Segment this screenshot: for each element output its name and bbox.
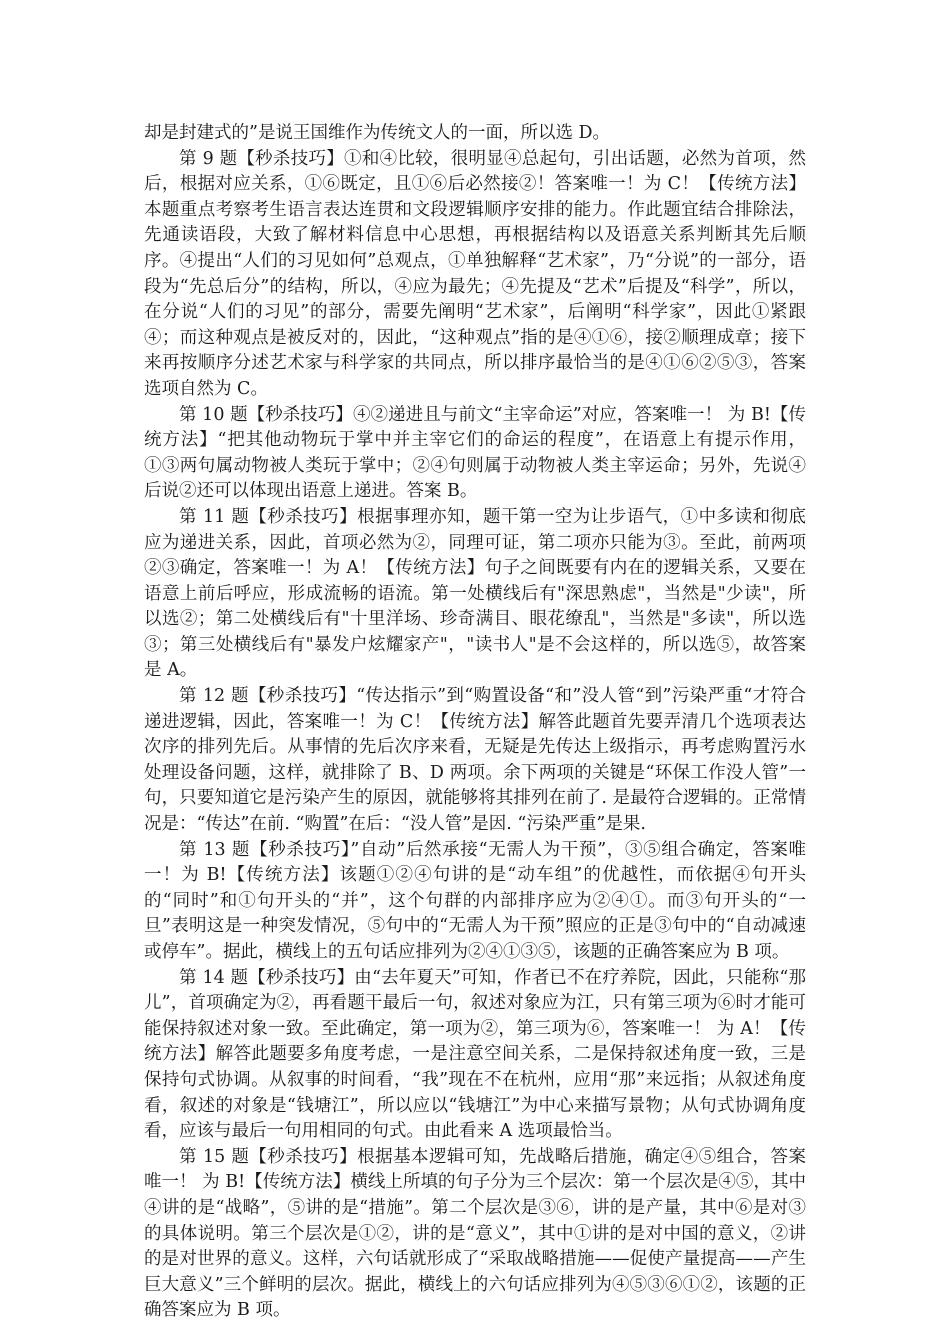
paragraph-question-15: 第 15 题【秒杀技巧】根据基本逻辑可知，先战略后措施，确定④⑤组合，答案唯一！ 为 B!【传统方法】横线上所填的句子分为三个层次：第一个层次是④⑤，其中④讲的是“战略”，⑤讲的是“措施”。第二个层次是③⑥，讲的是产量，其中⑥是对③的具体说明。第三个层次是①②，讲的是“意义”，其中①讲的是对中国的意义，②讲的是对世界的意义。这样，六句话就形成了“采取战略措施——促使产量提高——产生巨大意义”三个鲜明的层次。据此，横线上的六句话应排列为④⑤③⑥①②，该题的正确答案应为 B 项。 xyxy=(144,1146,806,1321)
paragraph-question-9: 第 9 题【秒杀技巧】①和④比较，很明显④总起句，引出话题，必然为首项，然后，根据对应关系，①⑥既定，且①⑥后必然接②！答案唯一！为 C！【传统方法】本题重点考察考生语言表达连贯和文段逻辑顺序安排的能力。作此题宜结合排除法，先通读语段，大致了解材料信息中心思想，再根据结构以及语意关系判断其先后顺序。④提出“人们的习见如何”总观点，①单独解释“艺术家”，乃“分说”的一部分，语段为“先总后分”的结构，所以，④应为最先；④先提及“艺术”后提及“科学”，所以，在分说“人们的习见”的部分，需要先阐明“艺术家”，后阐明“科学家”，因此①紧跟④；而这种观点是被反对的，因此，“这种观点”指的是④①⑥，接②顺理成章；接下来再按顺序分述艺术家与科学家的共同点，所以排序最恰当的是④①⑥②⑤③，答案选项自然为 C。 xyxy=(144,148,806,399)
paragraph-question-12: 第 12 题【秒杀技巧】“传达指示”到“购置设备“和”没人管“到”污染严重“才符合递进逻辑，因此，答案唯一！为 C！【传统方法】解答此题首先要弄清几个选项表达次序的排列先后。从事情的先后次序来看，无疑是先传达上级指示，再考虑购置污水处理设备问题，这样，就排除了 B、D 两项。余下两项的关键是“环保工作没人管”一句，只要知道它是污染产生的原因，就能够将其排列在前了. 是最符合逻辑的。正常情况是：“传达”在前. “购置”在后：“没人管”是因. “污染严重”是果. xyxy=(144,686,806,835)
paragraph-question-13: 第 13 题【秒杀技巧】”自动”后然承接“无需人为干预”，③⑤组合确定，答案唯一！为 B!【传统方法】该题①②④句讲的是“动车组”的优越性，而依据④句开头的“同时”和①句开头的“并”，这个句群的内部排序应为②④①。而③句开头的“一旦”表明这是一种突发情况，⑤句中的“无需人为干预”照应的正是③句中的“自动减速或停车”。据此，横线上的五句话应排列为②④①③⑤，该题的正确答案应为 B 项。 xyxy=(144,839,806,962)
paragraph-question-14: 第 14 题【秒杀技巧】由“去年夏天”可知，作者已不在疗养院，因此，只能称“那儿”，首项确定为②，再看题干最后一句，叙述对象应为江，只有第三项为⑥时才能可能保持叙述对象一致。至此确定，第一项为②，第三项为⑥，答案唯一！ 为 A！【传统方法】解答此题要多角度考虑，一是注意空间关系，二是保持叙述角度一致，三是保持句式协调。从叙事的时间看，“我”现在不在杭州，应用“那”来远指；从叙述角度看，叙述的对象是“钱塘江”，所以应以“钱塘江”为中心来描写景物；从句式协调角度看，应该与最后一句用相同的句式。由此看来 A 选项最恰当。 xyxy=(144,967,806,1142)
document-page xyxy=(144,121,806,1324)
paragraph-question-11: 第 11 题【秒杀技巧】根据事理亦知，题干第一空为让步语气，①中多读和彻底应为递进关系，因此，首项必然为②，同理可证，第二项亦只能为③。至此，前两项②③确定，答案唯一！为 A！【传统方法】句子之间既要有内在的逻辑关系，又要在语意上前后呼应，形成流畅的语流。第一处横线后有"深思熟虑"，当然是"少读"，所以选②；第二处横线后有"十里洋场、珍奇满目、眼花缭乱"，当然是"多读"，所以选③；第三处横线后有"暴发户炫耀家产"，"读书人"是不会这样的，所以选⑤，故答案是 A。 xyxy=(144,506,806,681)
paragraph-continuation: 却是封建式的”是说王国维作为传统文人的一面，所以选 D。 xyxy=(144,123,611,143)
paragraph-question-10: 第 10 题【秒杀技巧】④②递进且与前文“主宰命运”对应，答案唯一！ 为 B!【传统方法】“把其他动物玩于掌中并主宰它们的命运的程度”，在语意上有提示作用，①③两句属动物被人类玩于掌中；②④句则属于动物被人类主宰运命；另外，先说④后说②还可以体现出语意上递进。答案 B。 xyxy=(144,404,806,502)
